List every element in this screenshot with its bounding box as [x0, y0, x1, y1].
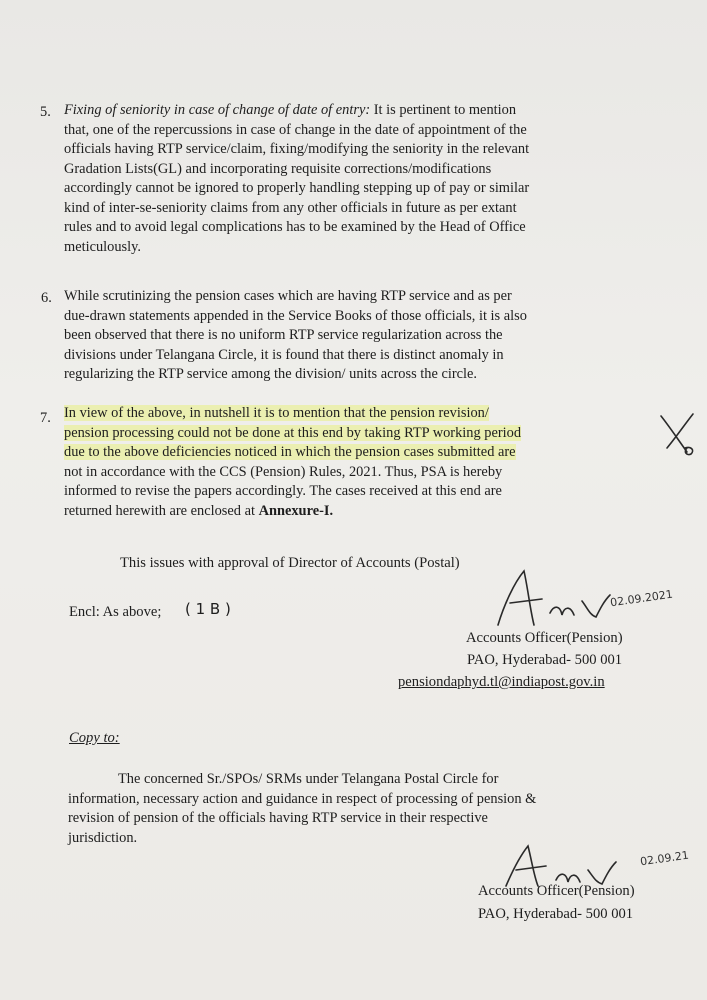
enclosure-label: Encl: As above; [69, 604, 162, 620]
item-5-paragraph: Fixing of seniority in case of change of date of entry: It is pertinent to mention that, one of the repercussions in case of change in the date of appointment of the officials having RTP service/claim, fixing/modifying the seniority in the relevant Gradation Lists(GL) and incorporating requisite corrections/modifications accordingly cannot be ignored to properly handling stepping up of pay or similar kind of inter-se-seniority claims from any other officials in future as per extant rules and to avoid legal complications has to be examined by the Head of Office meticulously. [64, 102, 530, 255]
item-5-heading: Fixing of seniority in case of change of date of entry: [64, 102, 371, 118]
signature-2-office: PAO, Hyderabad- 500 001 [478, 906, 634, 922]
enclosure-handwritten-count: ( 1 B ) [185, 600, 231, 618]
copy-to-heading: Copy to: [69, 730, 120, 746]
item-7-number: 7. [40, 410, 51, 426]
signature-1-designation: Accounts Officer(Pension) [466, 630, 623, 646]
approval-statement: This issues with approval of Director of Accounts (Postal) [120, 555, 460, 571]
annexure-reference: Annexure-I. [258, 502, 334, 519]
signature-1-office: PAO, Hyderabad- 500 001 [467, 652, 623, 668]
handwritten-check-mark-icon [655, 408, 700, 458]
signature-2-date: 02.09.21 [639, 848, 690, 869]
item-6-number: 6. [41, 290, 52, 306]
signature-2-designation: Accounts Officer(Pension) [478, 883, 635, 899]
item-7-paragraph: In view of the above, in nutshell it is to mention that the pension revision/ pension processing could not be done at this end by taking RTP working period due to the above deficiencies noticed in which the pension cases submitted are not in accordance with the CCS (Pension) Rules, 2021. Thus, PSA is hereby informed to revise the papers accordingly. The cases received at this end are returned herewith are enclosed at Annexure-I. [64, 405, 522, 519]
signature-1-email: pensiondaphyd.tl@indiapost.gov.in [398, 674, 605, 690]
copy-to-paragraph: The concerned Sr./SPOs/ SRMs under Telangana Postal Circle for information, necessary action and guidance in respect of processing of pension & revision of pension of the officials having RTP service in their respective jurisdiction. [68, 771, 537, 846]
item-6-paragraph: While scrutinizing the pension cases which are having RTP service and as per due-drawn statements appended in the Service Books of those officials, it is also been observed that there is no uniform RTP service regularization across the divisions under Telangana Circle, it is found that there is distinct anomaly in regularizing the RTP service among the division/ units across the circle. [64, 288, 527, 382]
item-5-number: 5. [40, 104, 51, 120]
signature-1-date: 02.09.2021 [609, 587, 674, 610]
